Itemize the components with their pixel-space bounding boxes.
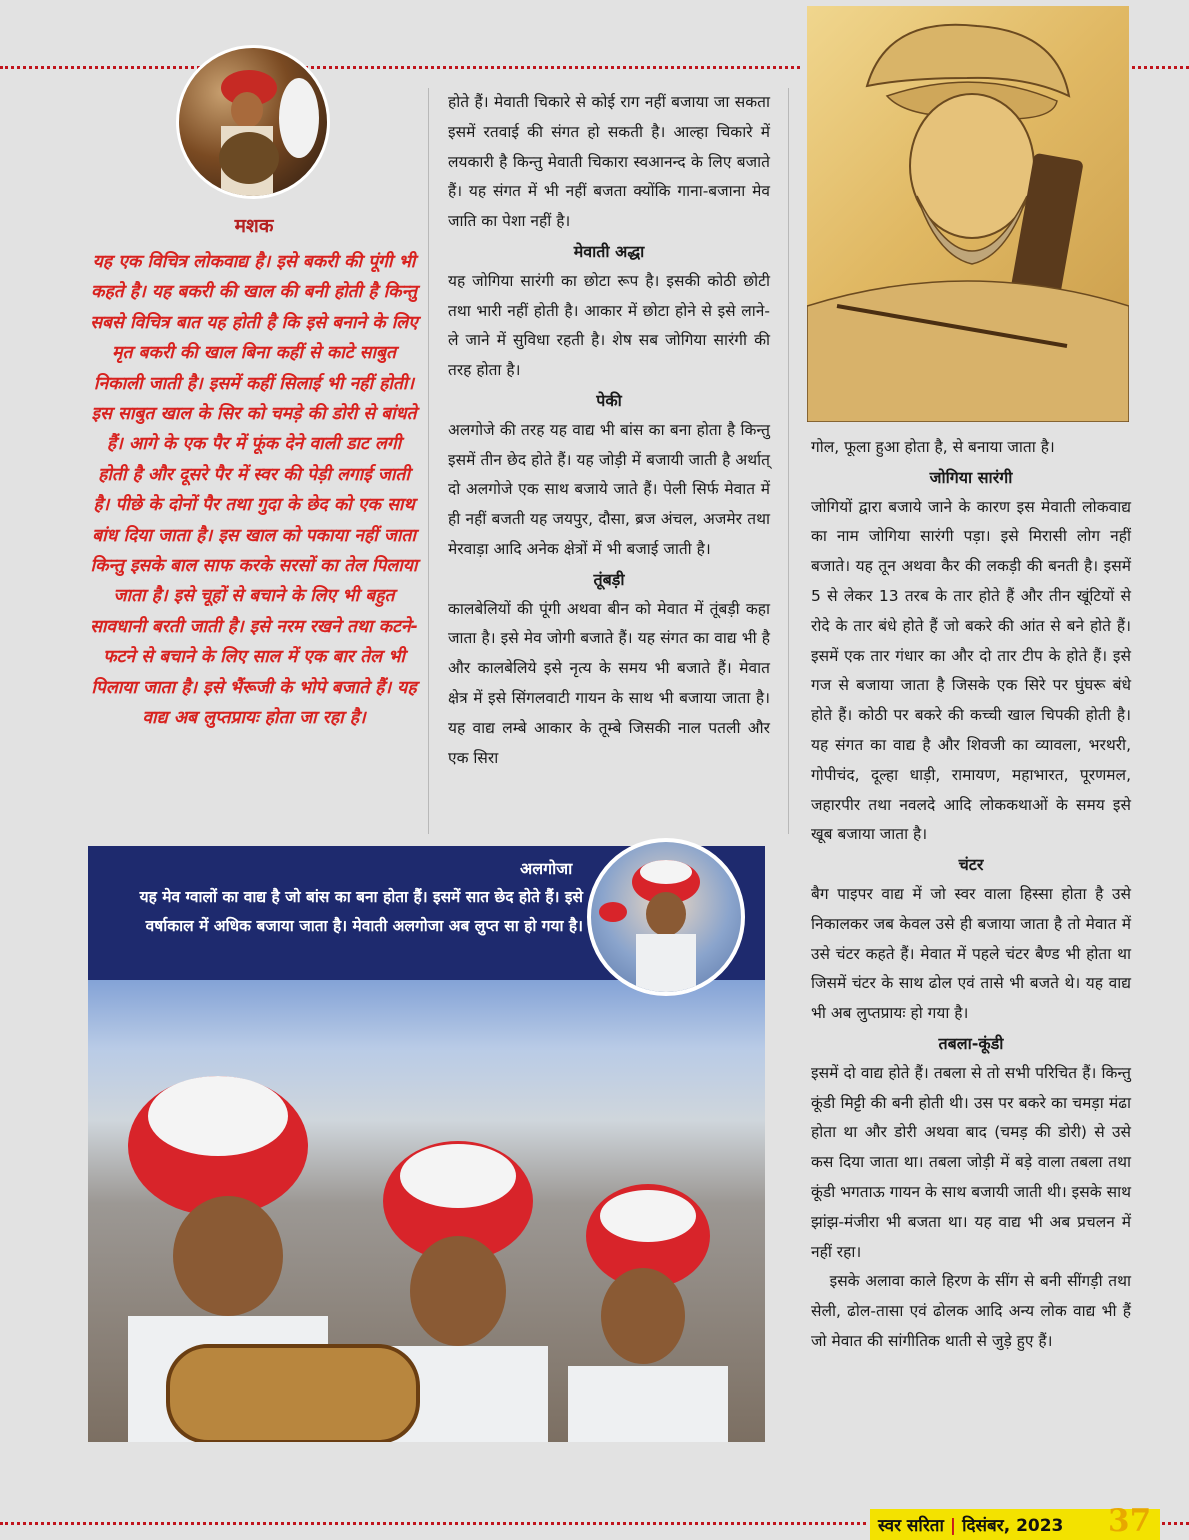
masak-heading: मशक (234, 215, 274, 237)
column-rule-left (428, 88, 429, 834)
addha-text: यह जोगिया सारंगी का छोटा रूप है। इसकी कोठी छोटी तथा भारी नहीं होती है। आकार में छोटा होने से इसे लाने-ले जाने में सुविधा रहती है। शेष सब जोगिया सारंगी की तरह होता है। (448, 271, 770, 380)
footer-masthead (878, 1513, 1063, 1536)
jogiya-heading: जोगिया सारंगी (929, 467, 1013, 487)
top-dotted-rule-right (1132, 66, 1189, 69)
sarangi-player-illustration (807, 6, 1129, 422)
algoza-inset-photo (587, 838, 745, 996)
footer-separator: | (949, 1516, 957, 1536)
issue-date: दिसंबर, 2023 (962, 1516, 1064, 1536)
middle-column (448, 88, 770, 773)
chantar-heading: चंटर (958, 855, 984, 875)
masak-text: यह एक विचित्र लोकवाद्य है। इसे बकरी की पूंगी भी कहते है। यह बकरी की खाल की बनी होती है किन्तु सबसे विचित्र बात यह होती है कि इसे बनाने के लिए मृत बकरी की खाल बिना कहीं से काटे साबुत निकाली जाती है। इसमें कहीं सिलाई भी नहीं होती। इस साबुत खाल के सिर को चमड़े की डोरी से बांधते हैं। आगे के एक पैर में फूंक देने वाली डाट लगी होती है और दूसरे पैर में स्वर की पेड़ी लगाई जाती है। पीछे के दोनों पैर तथा गुदा के छेद को एक साथ बांध दिया जाता है। इस खाल को पकाया नहीं जाता किन्तु इसके बाल साफ करके सरसों का तेल पिलाया जाता है। इसे चूहों से बचाने के लिए भी बहुत सावधानी बरती जाती है। इसे नरम रखने तथा कटने-फटने से बचाने के लिए साल में एक बार तेल भी पिलाया जाता है। इसे भैंरूजी के भोपे बजाते हैं। यह वाद्य अब लुप्तप्रायः होता जा रहा है। (90, 252, 418, 729)
right-column (811, 433, 1131, 1357)
peki-text: अलगोजे की तरह यह वाद्य भी बांस का बना होता है किन्तु इसमें तीन छेद होते हैं। यह जोड़ी में बजायी जाती है अर्थात् दो अलगोजे एक साथ बजाये जाते हैं। पेली सिर्फ मेवात में ही नहीं बजती यह जयपुर, दौसा, ब्रज अंचल, अजमेर तथा मेरवाड़ा आदि अनेक क्षेत्रों में भी बजाई जाती है। (448, 420, 770, 558)
chantar-text: बैग पाइपर वाद्य में जो स्वर वाला हिस्सा होता है उसे निकालकर जब केवल उसे ही बजाया जाता है तो मेवात में उसे चंटर कहते हैं। मेवात में पहले चंटर बैण्ड भी होता था जिसमें चंटर के साथ ढोल एवं तासे भी बजते थे। यह वाद्य भी अब लुप्तप्रायः हो गया है। (811, 884, 1131, 1023)
page-number: 37 (1108, 1503, 1152, 1539)
magazine-name: स्वर सरिता (878, 1516, 944, 1536)
closing-text: इसके अलावा काले हिरण के सींग से बनी सींगड़ी तथा सेली, ढोल-तासा एवं ढोलक आदि अन्य लोक वाद्य भी हैं जो मेवात की सांगीतिक थाती से जुड़े हुए हैं। (811, 1272, 1131, 1350)
tumbdi-heading: तूंबड़ी (593, 569, 625, 589)
masak-photo (176, 45, 330, 199)
top-dotted-rule (0, 66, 800, 69)
bottom-dotted-rule-right (1162, 1522, 1189, 1525)
addha-heading: मेवाती अद्धा (573, 241, 645, 261)
jogiya-text: जोगियों द्वारा बजाये जाने के कारण इस मेवाती लोकवाद्य का नाम जोगिया सारंगी पड़ा। इसे मिरासी लोग नहीं बजाते। यह तून अथवा कैर की लकड़ी की बनती है। इसमें 5 से लेकर 13 तरब के तार होते हैं और तीन खूंटियों से रोदे के तार बंधे होते हैं जो बकरे की आंत से बने होते हैं। इसमें एक तार गंधार का और दो तार टीप के होते हैं। इसे गज से बजाया जाता है जिसके एक सिरे पर घुंघरू बंधे होते हैं। कोठी पर बकरे की कच्ची खाल चिपकी होती है। यह संगत का वाद्य है और शिवजी का व्यावला, भरथरी, गोपीचंद, दूल्हा धाड़ी, रामायण, महाभारत, पूरणमल, जहारपीर तथा नवलदे आदि लोककथाओं के समय इसे खूब बजाया जाता है। (811, 497, 1131, 844)
tumbdi-continuation: गोल, फूला हुआ होता है, से बनाया जाता है। (811, 438, 1055, 456)
peki-heading: पेकी (596, 390, 622, 410)
column-rule-right (788, 88, 789, 834)
algoza-text: यह मेव ग्वालों का वाद्य है जो बांस का बना होता हैं। इसमें सात छेद होते हैं। इसे वर्षाकाल में अधिक बजाया जाता है। मेवाती अलगोजा अब लुप्त सा हो गया है। (139, 888, 583, 935)
tumbdi-text: कालबेलियों की पूंगी अथवा बीन को मेवात में तूंबड़ी कहा जाता है। इसे मेव जोगी बजाते हैं। यह संगत का वाद्य भी है और कालबेलिये इसे नृत्य के समय भी बजाते हैं। मेवात क्षेत्र में इसे सिंगलवाटी गायन के साथ भी बजाया जाता है। यह वाद्य लम्बे आकार के तूम्बे जिसकी नाल पतली और एक सिरा (448, 599, 770, 767)
tabla-text: इसमें दो वाद्य होते हैं। तबला से तो सभी परिचित हैं। किन्तु कूंडी मिट्टी की बनी होती थी। उस पर बकरे का चमड़ा मंढा होता था और डोरी अथवा बाद (चमड़ की डोरी) से उसे कस दिया जाता था। तबला जोड़ी में बड़े वाला तबला तथा कूंडी भगताऊ गायन के साथ बजायी जाती थी। इसके साथ झांझ-मंजीरा भी बजता था। यह वाद्य भी अब प्रचलन में नहीं रहा। (811, 1063, 1131, 1261)
tabla-heading: तबला-कूंडी (938, 1033, 1004, 1053)
algoza-heading: अलगोजा (520, 859, 573, 878)
bottom-dotted-rule (0, 1522, 866, 1525)
chikara-continuation: होते हैं। मेवाती चिकारे से कोई राग नहीं बजाया जा सकता इसमें रतवाई की संगत हो सकती है। आल्हा चिकारे में लयकारी है किन्तु मेवाती चिकारा स्वआनन्द के लिए बजाते हैं। यह संगत में भी नहीं बजता क्योंकि गाना-बजाना मेव जाति का पेशा नहीं है। (448, 93, 770, 231)
